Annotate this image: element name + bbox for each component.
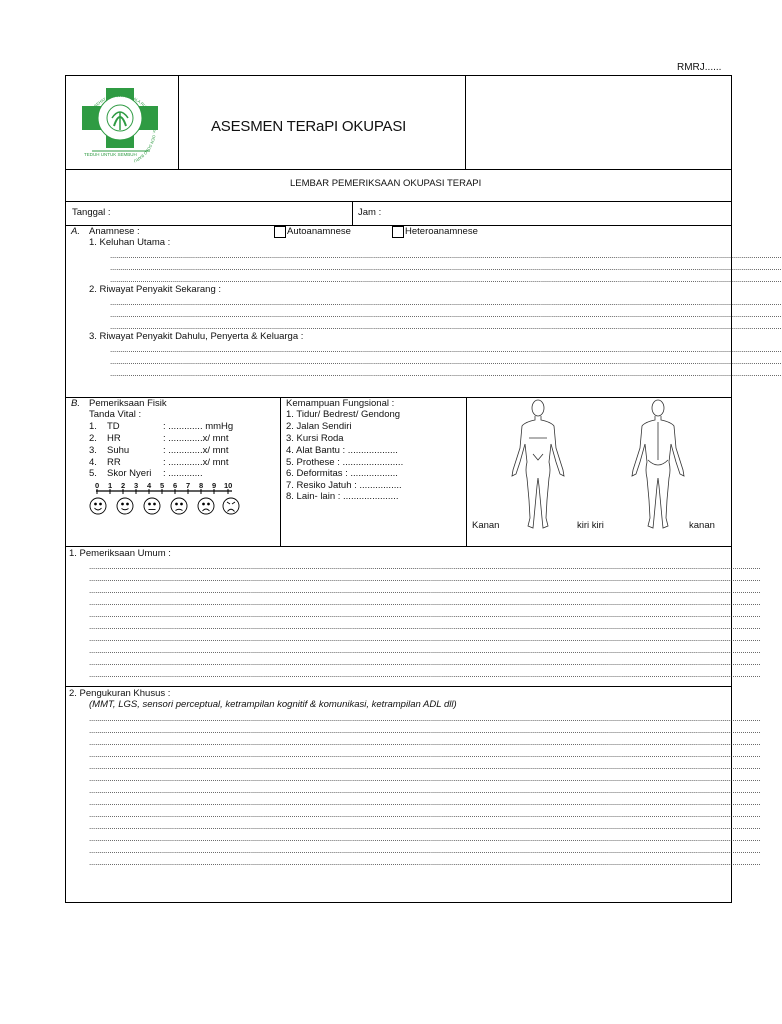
pengukuran-khusus-line-10[interactable]: ............................................................................................................................................................................................................................................................................................................................................	[89, 822, 761, 831]
pain-faces-icon	[92, 489, 242, 520]
keluhan-utama-line-3[interactable]: ............................................................................................................................................................................................................................................................................................................................................	[110, 275, 782, 284]
vital-td-num: 1.	[89, 421, 97, 432]
pemeriksaan-umum-line-8[interactable]: ............................................................................................................................................................................................................................................................................................................................................	[89, 646, 761, 655]
form-title: ASESMEN TERaPI OKUPASI	[211, 118, 407, 135]
pain-scale-0: 0	[95, 481, 100, 490]
pengukuran-khusus-line-3[interactable]: ............................................................................................................................................................................................................................................................................................................................................	[89, 738, 761, 747]
tanda-vital-label: Tanda Vital :	[89, 409, 142, 420]
body-chart-kanan-right: kanan	[689, 520, 715, 531]
form-subtitle: LEMBAR PEMERIKSAAN OKUPASI TERAPI	[290, 178, 482, 189]
section-b-letter: B.	[71, 398, 80, 409]
riwayat-dahulu-line-1[interactable]: ............................................................................................................................................................................................................................................................................................................................................	[110, 345, 782, 354]
body-chart-kanan-left: Kanan	[472, 520, 500, 531]
vital-rr-num: 4.	[89, 457, 97, 468]
pemeriksaan-umum-line-7[interactable]: ............................................................................................................................................................................................................................................................................................................................................	[89, 634, 761, 643]
kemampuan-item-8[interactable]: 8. Lain- lain : .....................	[286, 491, 399, 502]
riwayat-dahulu-label: 3. Riwayat Penyakit Dahulu, Penyerta & Keluarga :	[89, 331, 304, 342]
logo-motto: TEDUH UNTUK SEMBUH	[84, 152, 137, 157]
jam-label: Jam :	[358, 207, 382, 218]
body-chart[interactable]	[467, 398, 729, 545]
riwayat-sekarang-line-1[interactable]: ............................................................................................................................................................................................................................................................................................................................................	[110, 298, 782, 307]
section-a-letter: A.	[71, 226, 80, 237]
pengukuran-khusus-line-8[interactable]: ............................................................................................................................................................................................................................................................................................................................................	[89, 798, 761, 807]
pemeriksaan-umum-line-5[interactable]: ............................................................................................................................................................................................................................................................................................................................................	[89, 610, 761, 619]
kemampuan-item-4[interactable]: 4. Alat Bantu : ...................	[286, 445, 398, 456]
pemeriksaan-umum-line-3[interactable]: ............................................................................................................................................................................................................................................................................................................................................	[89, 586, 761, 595]
keluhan-utama-line-2[interactable]: ............................................................................................................................................................................................................................................................................................................................................	[110, 263, 782, 272]
pemeriksaan-umum-line-9[interactable]: ............................................................................................................................................................................................................................................................................................................................................	[89, 658, 761, 667]
heteroanamnese-checkbox[interactable]	[392, 226, 404, 238]
jam-field[interactable]	[390, 203, 726, 223]
vital-hr-name: HR	[107, 433, 121, 444]
pengukuran-khusus-line-1[interactable]: ............................................................................................................................................................................................................................................................................................................................................	[89, 714, 761, 723]
riwayat-dahulu-line-2[interactable]: ............................................................................................................................................................................................................................................................................................................................................	[110, 357, 782, 366]
vital-rr-name: RR	[107, 457, 121, 468]
vital-nyeri-name: Skor Nyeri	[107, 468, 152, 479]
kemampuan-item-5[interactable]: 5. Prothese : .......................	[286, 457, 404, 468]
pengukuran-khusus-line-5[interactable]: ............................................................................................................................................................................................................................................................................................................................................	[89, 762, 761, 771]
pemeriksaan-umum-line-2[interactable]: ............................................................................................................................................................................................................................................................................................................................................	[89, 574, 761, 583]
pemeriksaan-umum-label: 1. Pemeriksaan Umum :	[69, 548, 171, 559]
logo-ring-text: YAYASAN KESEHATAN PANTI KOSALA RUMAH SAKIT Dr. OEN SOLO BARU	[82, 92, 158, 164]
pengukuran-khusus-line-4[interactable]: ............................................................................................................................................................................................................................................................................................................................................	[89, 750, 761, 759]
date-time-divider	[352, 201, 353, 225]
pemeriksaan-umum-line-1[interactable]: ............................................................................................................................................................................................................................................................................................................................................	[89, 562, 761, 571]
pain-scale-1: 1	[108, 481, 113, 490]
pemeriksaan-fisik-label: Pemeriksaan Fisik	[89, 398, 167, 409]
vital-nyeri-num: 5.	[89, 468, 97, 479]
pengukuran-khusus-label: 2. Pengukuran Khusus :	[69, 688, 171, 699]
vital-hr-value[interactable]: : .............x/ mnt	[163, 433, 229, 444]
pengukuran-khusus-line-7[interactable]: ............................................................................................................................................................................................................................................................................................................................................	[89, 786, 761, 795]
section-b-divider-1	[280, 397, 281, 546]
keluhan-utama-label: 1. Keluhan Utama :	[89, 237, 171, 248]
pengukuran-khusus-line-12[interactable]: ............................................................................................................................................................................................................................................................................................................................................	[89, 846, 761, 855]
pain-scale-4: 4	[147, 481, 152, 490]
pengukuran-khusus-line-11[interactable]: ............................................................................................................................................................................................................................................................................................................................................	[89, 834, 761, 843]
pengukuran-khusus-line-6[interactable]: ............................................................................................................................................................................................................................................................................................................................................	[89, 774, 761, 783]
subtitle-bottom-rule	[65, 201, 731, 202]
pain-scale-5: 5	[160, 481, 165, 490]
kemampuan-title: Kemampuan Fungsional :	[286, 398, 395, 409]
pain-scale-9: 9	[212, 481, 217, 490]
heteroanamnese-label: Heteroanamnese	[405, 226, 478, 237]
pain-scale	[92, 480, 242, 520]
vital-suhu-num: 3.	[89, 445, 97, 456]
autoanamnese-label: Autoanamnese	[287, 226, 351, 237]
pain-scale-2: 2	[121, 481, 126, 490]
vital-suhu-name: Suhu	[107, 445, 130, 456]
riwayat-sekarang-line-3[interactable]: ............................................................................................................................................................................................................................................................................................................................................	[110, 322, 782, 331]
pengukuran-khusus-line-13[interactable]: ............................................................................................................................................................................................................................................................................................................................................	[89, 858, 761, 867]
pengukuran-khusus-line-9[interactable]: ............................................................................................................................................................................................................................................................................................................................................	[89, 810, 761, 819]
vital-td-value[interactable]: : ............. mmHg	[163, 421, 234, 432]
pain-scale-7: 7	[186, 481, 191, 490]
header-divider-left	[178, 75, 179, 169]
kemampuan-item-2: 2. Jalan Sendiri	[286, 421, 352, 432]
vital-rr-value[interactable]: : .............x/ mnt	[163, 457, 229, 468]
vital-suhu-value[interactable]: : .............x/ mnt	[163, 445, 229, 456]
vital-td-name: TD	[107, 421, 120, 432]
vital-hr-num: 2.	[89, 433, 97, 444]
hospital-logo	[74, 82, 170, 164]
pengukuran-khusus-line-2[interactable]: ............................................................................................................................................................................................................................................................................................................................................	[89, 726, 761, 735]
kemampuan-item-3: 3. Kursi Roda	[286, 433, 344, 444]
pemeriksaan-umum-line-6[interactable]: ............................................................................................................................................................................................................................................................................................................................................	[89, 622, 761, 631]
keluhan-utama-line-1[interactable]: ............................................................................................................................................................................................................................................................................................................................................	[110, 251, 782, 260]
vital-nyeri-value[interactable]: : .............	[163, 468, 203, 479]
header-bottom-rule	[65, 169, 731, 170]
autoanamnese-checkbox[interactable]	[274, 226, 286, 238]
pain-scale-6: 6	[173, 481, 178, 490]
pengukuran-khusus-note: (MMT, LGS, sensori perceptual, ketrampilan kognitif & komunikasi, ketrampilan ADL dll)	[89, 699, 457, 710]
pemeriksaan-umum-line-4[interactable]: ............................................................................................................................................................................................................................................................................................................................................	[89, 598, 761, 607]
body-chart-kiri-kiri: kiri kiri	[577, 520, 604, 531]
pemeriksaan-umum-line-10[interactable]: ............................................................................................................................................................................................................................................................................................................................................	[89, 670, 761, 679]
tanggal-label: Tanggal :	[72, 207, 111, 218]
section-b-bottom-rule	[65, 546, 731, 547]
pain-scale-10: 10	[224, 481, 233, 490]
riwayat-dahulu-line-3[interactable]: ............................................................................................................................................................................................................................................................................................................................................	[110, 369, 782, 378]
tanggal-field[interactable]	[120, 203, 348, 223]
section-1-bottom-rule	[65, 686, 731, 687]
pain-scale-3: 3	[134, 481, 139, 490]
kemampuan-item-1: 1. Tidur/ Bedrest/ Gendong	[286, 409, 401, 420]
riwayat-sekarang-line-2[interactable]: ............................................................................................................................................................................................................................................................................................................................................	[110, 310, 782, 319]
reference-code: RMRJ......	[677, 62, 722, 73]
riwayat-sekarang-label: 2. Riwayat Penyakit Sekarang :	[89, 284, 222, 295]
anamnese-label: Anamnese :	[89, 226, 140, 237]
kemampuan-item-7[interactable]: 7. Resiko Jatuh : ................	[286, 480, 402, 491]
kemampuan-item-6[interactable]: 6. Deformitas : ..................	[286, 468, 398, 479]
header-divider-right	[465, 75, 466, 169]
pain-scale-8: 8	[199, 481, 204, 490]
